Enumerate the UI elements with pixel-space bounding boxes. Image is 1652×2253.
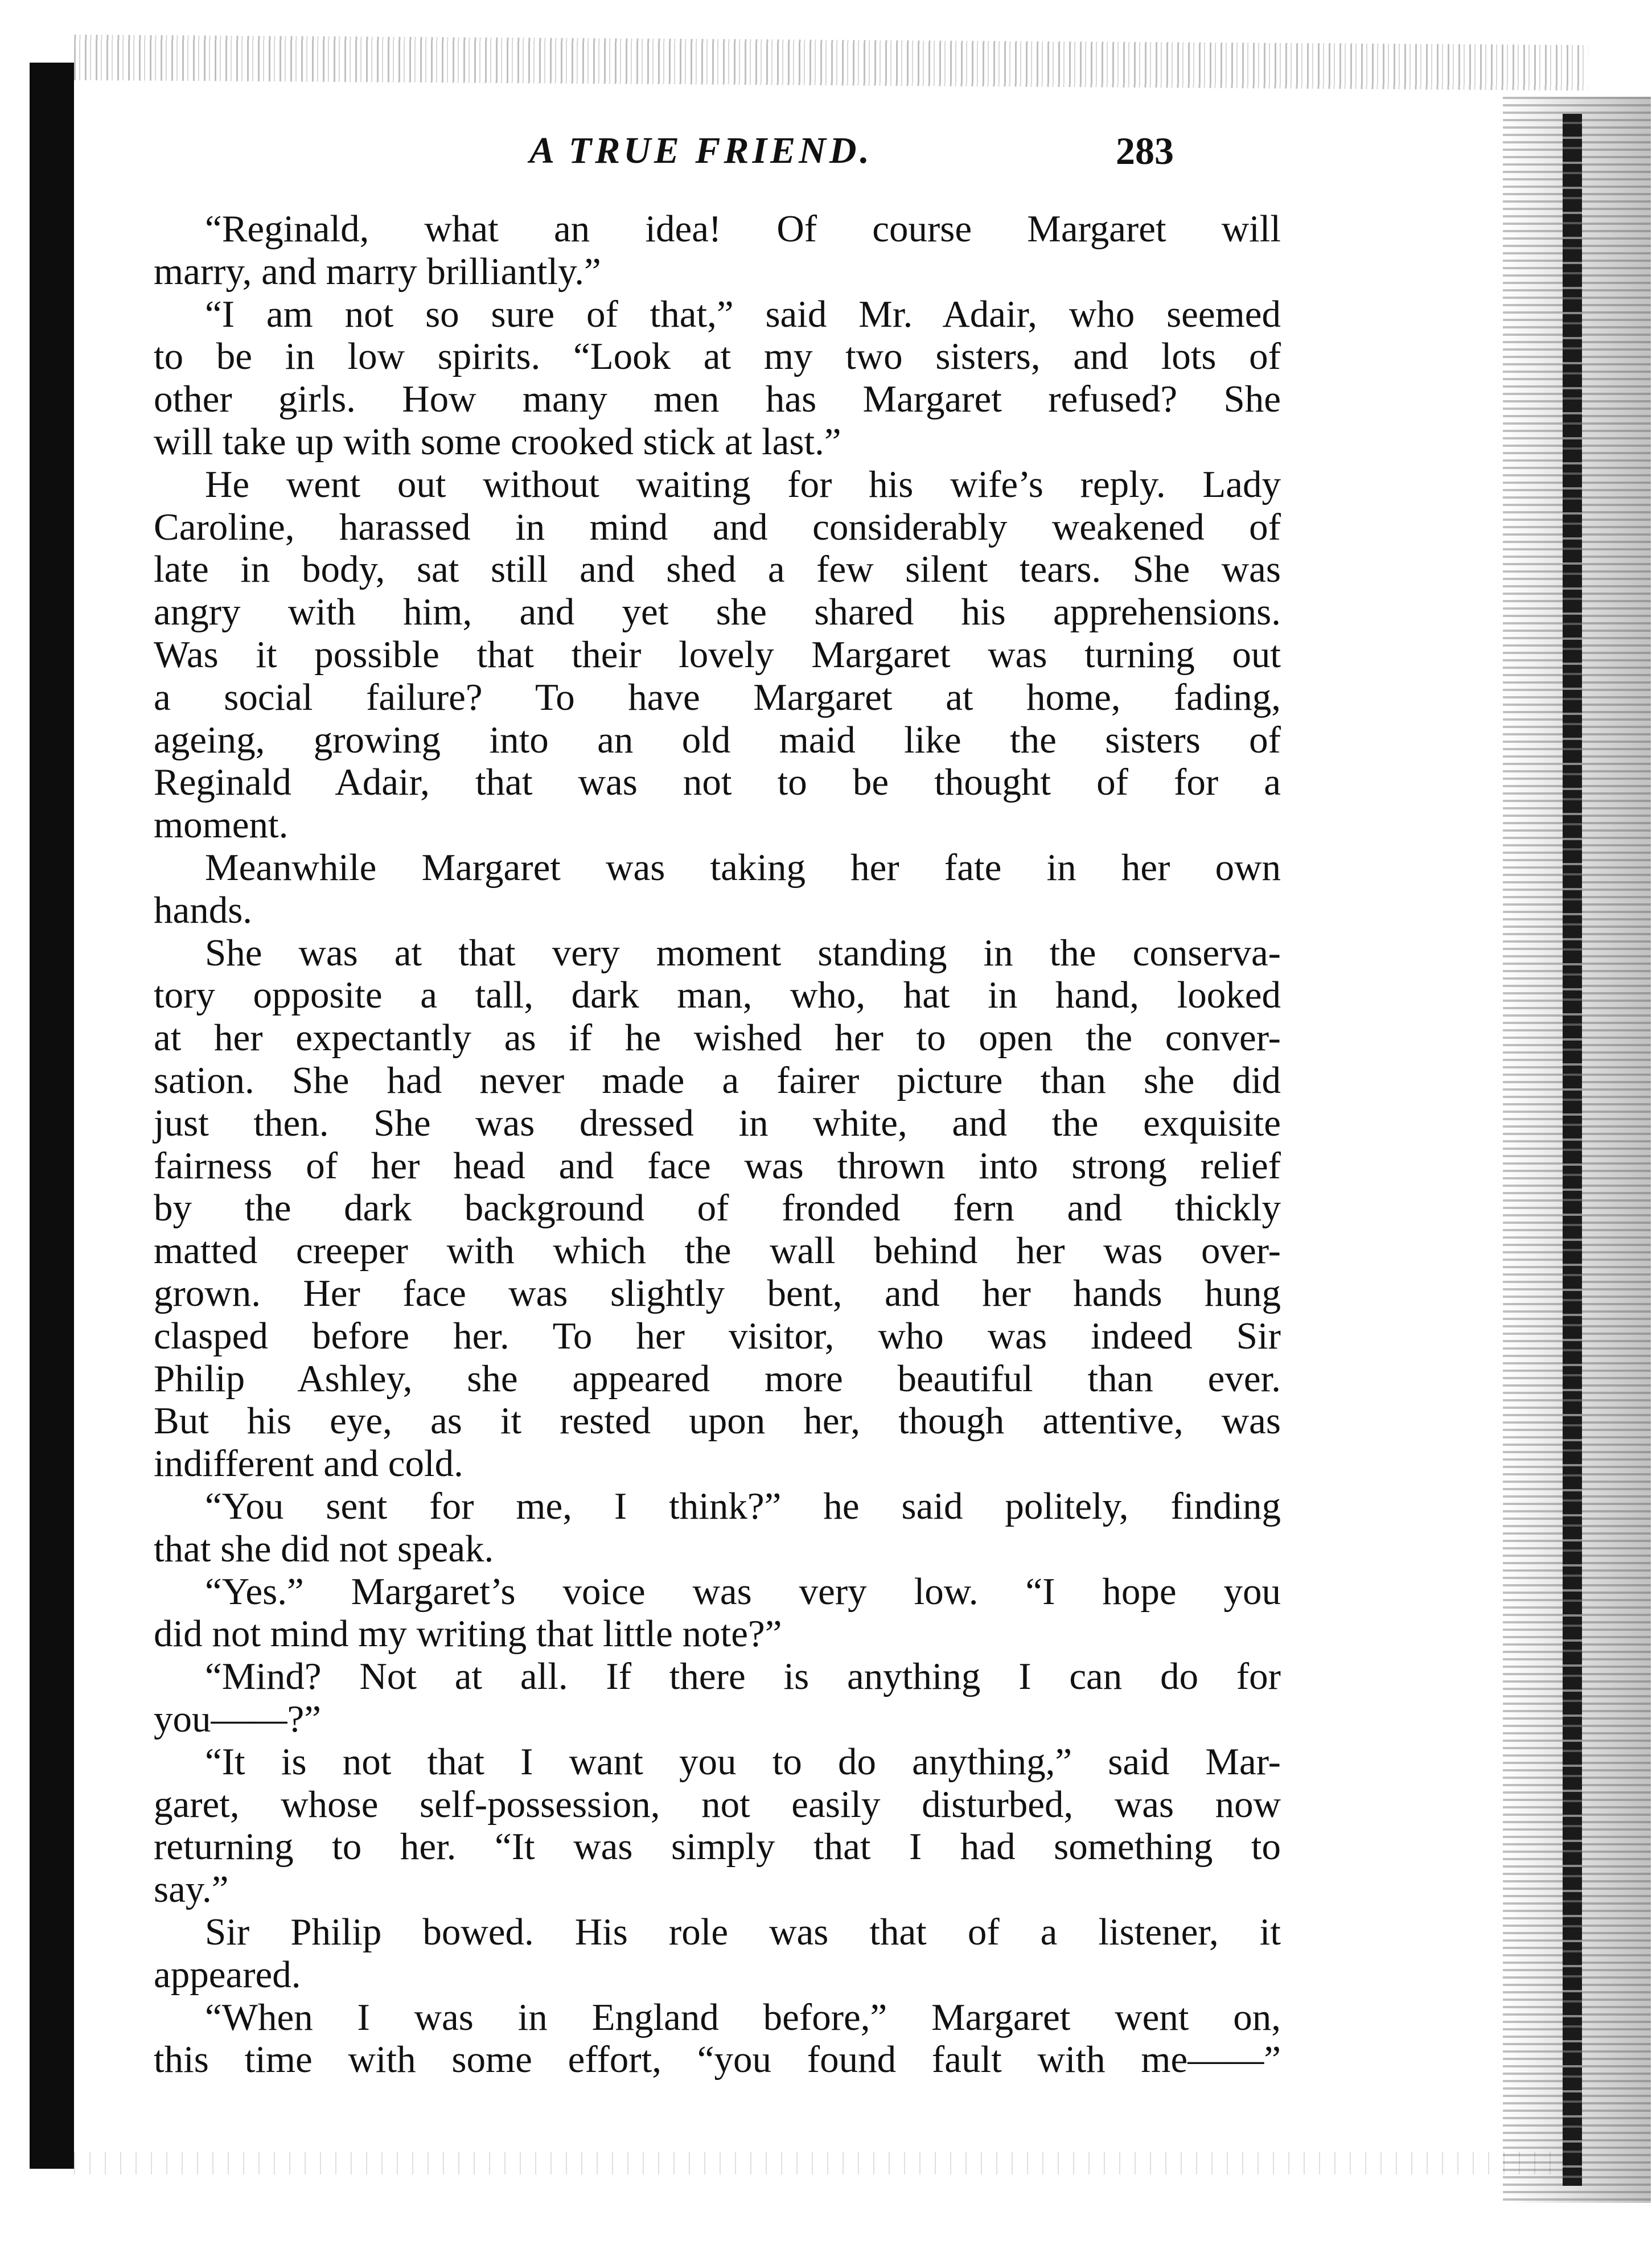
text-line: to be in low spirits. “Look at my two sisters, and lots of <box>154 335 1281 378</box>
running-title: A TRUE FRIEND. <box>529 130 873 171</box>
text-line: late in body, sat still and shed a few silent tears. She was <box>154 548 1281 591</box>
text-line: “You sent for me, I think?” he said politely, finding <box>205 1485 1281 1527</box>
text-line: say.” <box>154 1868 229 1911</box>
page-number: 283 <box>1116 129 1174 172</box>
running-head <box>154 122 1292 185</box>
text-line: this time with some effort, “you found fault with me——” <box>154 2038 1281 2081</box>
text-line: angry with him, and yet she shared his apprehensions. <box>154 591 1281 634</box>
text-line: “Yes.” Margaret’s voice was very low. “I hope you <box>205 1570 1281 1613</box>
binding-edge <box>30 63 74 2169</box>
text-line: garet, whose self-possession, not easily disturbed, was now <box>154 1783 1281 1826</box>
text-line: hands. <box>154 889 253 931</box>
text-line: matted creeper with which the wall behind her was over- <box>154 1230 1281 1272</box>
text-line: will take up with some crooked stick at last.” <box>154 421 841 463</box>
text-line: tory opposite a tall, dark man, who, hat in hand, looked <box>154 974 1281 1017</box>
text-line: fairness of her head and face was thrown into strong relief <box>154 1144 1281 1187</box>
text-line: She was at that very moment standing in the conserva- <box>205 931 1281 974</box>
text-line: “Reginald, what an idea! Of course Margaret will <box>205 208 1281 250</box>
text-line: “When I was in England before,” Margaret went on, <box>205 1996 1281 2038</box>
text-line: “It is not that I want you to do anything,” said Mar- <box>205 1740 1281 1783</box>
text-line: other girls. How many men has Margaret refused? She <box>154 378 1281 421</box>
text-line: indifferent and cold. <box>154 1442 463 1485</box>
text-line: Meanwhile Margaret was taking her fate in her own <box>205 846 1281 889</box>
text-line: Caroline, harassed in mind and considerably weakened of <box>154 505 1281 548</box>
text-line: ageing, growing into an old maid like the sisters of <box>154 718 1281 761</box>
text-line: grown. Her face was slightly bent, and her hands hung <box>154 1272 1281 1314</box>
text-line: just then. She was dressed in white, and the exquisite <box>154 1101 1281 1144</box>
text-line: at her expectantly as if he wished her to open the conver- <box>154 1017 1281 1059</box>
text-line: marry, and marry brilliantly.” <box>154 250 601 293</box>
text-line: moment. <box>154 804 289 846</box>
text-line: appeared. <box>154 1953 301 1996</box>
text-line: Sir Philip bowed. His role was that of a listener, it <box>205 1911 1281 1953</box>
text-line: “Mind? Not at all. If there is anything I can do for <box>205 1655 1281 1698</box>
text-line: by the dark background of fronded fern and thickly <box>154 1187 1281 1230</box>
text-line: He went out without waiting for his wife’s reply. Lady <box>205 463 1281 505</box>
scan-noise-bottom <box>74 2152 1588 2174</box>
text-line: But his eye, as it rested upon her, though attentive, was <box>154 1400 1281 1442</box>
scan-noise-top <box>74 35 1588 91</box>
text-line: Reginald Adair, that was not to be thought of for a <box>154 761 1281 804</box>
text-line: “I am not so sure of that,” said Mr. Adair, who seemed <box>205 293 1281 335</box>
text-line: sation. She had never made a fairer picture than she did <box>154 1059 1281 1101</box>
text-line: did not mind my writing that little note?” <box>154 1613 782 1655</box>
text-line: clasped before her. To her visitor, who was indeed Sir <box>154 1314 1281 1357</box>
page-edge-right <box>1563 114 1582 2186</box>
text-line: you——?” <box>154 1698 321 1740</box>
body-text <box>154 208 1281 2132</box>
text-line: Was it possible that their lovely Margaret was turning out <box>154 634 1281 676</box>
text-line: returning to her. “It was simply that I had something to <box>154 1826 1281 1868</box>
text-line: that she did not speak. <box>154 1527 494 1570</box>
text-line: Philip Ashley, she appeared more beautiful than ever. <box>154 1357 1281 1400</box>
text-line: a social failure? To have Margaret at home, fading, <box>154 676 1281 718</box>
